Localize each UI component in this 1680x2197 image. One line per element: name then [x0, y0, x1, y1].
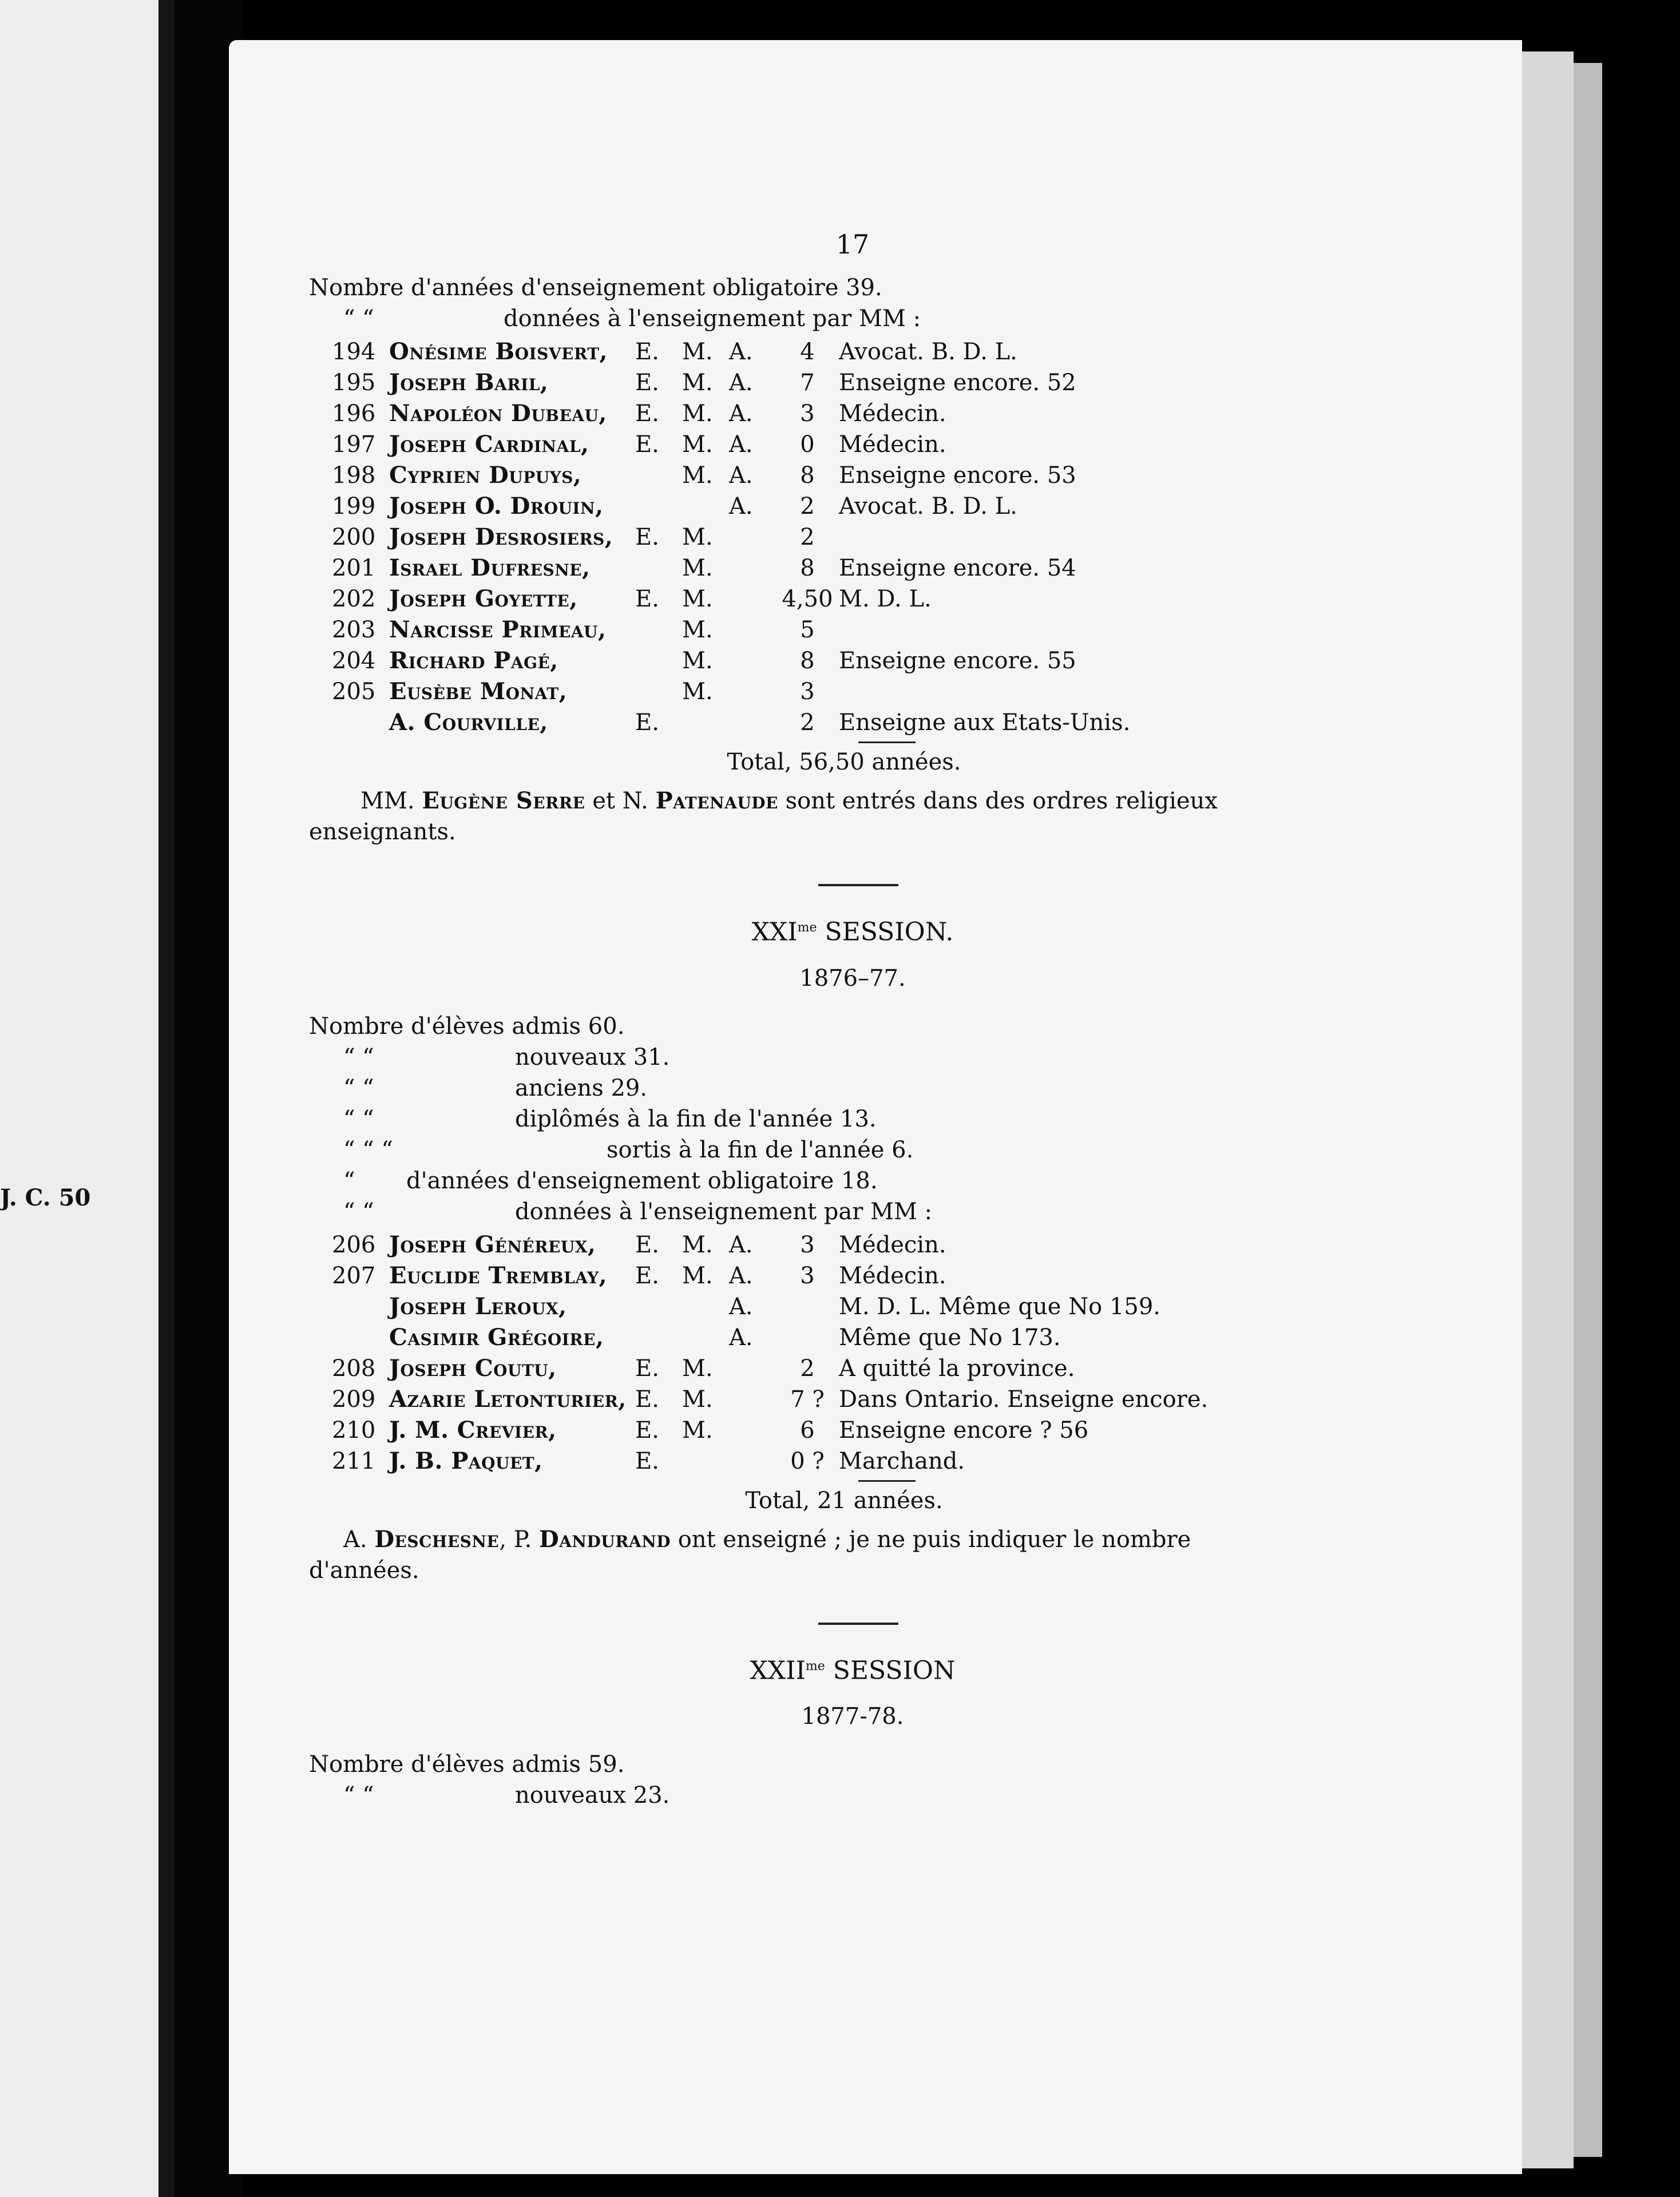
- cell-c3: [729, 707, 776, 738]
- cell-note: [839, 614, 1130, 645]
- cell-num: 194: [332, 339, 376, 365]
- cell-c1: [635, 676, 682, 707]
- cell-yrs: 3: [800, 1262, 815, 1289]
- cell-note: Enseigne encore. 53: [839, 462, 1076, 489]
- cell-c1: E.: [635, 1417, 659, 1443]
- cell-name: Richard Pagé,: [389, 647, 558, 674]
- cell-note: Enseigne encore. 55: [839, 648, 1076, 674]
- cell-name: Joseph Généreux,: [389, 1231, 596, 1258]
- cell-c3: A.: [729, 370, 753, 396]
- cell-note: Médecin.: [839, 400, 946, 427]
- cell-yrs: 8: [800, 648, 815, 674]
- cell-name: Joseph Desrosiers,: [389, 524, 613, 550]
- cell-name: J. M. Crevier,: [389, 1416, 557, 1443]
- cell-note: Même que No 173.: [839, 1324, 1061, 1351]
- cell-yrs: 2: [800, 524, 815, 550]
- text-line: “ “ nouveaux 31.: [343, 1044, 670, 1070]
- table-row: [332, 1322, 1208, 1353]
- table-row: [332, 1291, 1208, 1322]
- cell-note: M. D. L.: [839, 586, 932, 612]
- page-edge: [1522, 51, 1574, 2168]
- cell-num: [332, 1322, 389, 1353]
- cell-num: 206: [332, 1231, 376, 1258]
- table-row: [332, 460, 1130, 491]
- cell-c2: M.: [682, 524, 713, 550]
- cell-c3: [729, 553, 776, 584]
- cell-c3: [729, 676, 776, 707]
- facing-page: [0, 0, 175, 2197]
- cell-c3: [729, 1353, 776, 1384]
- cell-note: Enseigne encore. 52: [839, 370, 1076, 396]
- cell-name: Onésime Boisvert,: [389, 338, 608, 365]
- page-edge-back: [1574, 63, 1602, 2157]
- table-row: [332, 676, 1130, 707]
- cell-name: A. Courville,: [389, 709, 548, 736]
- cell-note: Médecin.: [839, 1262, 946, 1289]
- cell-c2: M.: [682, 555, 713, 581]
- cell-c1: E.: [635, 1355, 659, 1382]
- cell-c2: [682, 1322, 729, 1353]
- cell-yrs: 4,50: [782, 586, 833, 612]
- cell-yrs: 3: [800, 400, 815, 427]
- cell-num: [332, 707, 389, 738]
- cell-yrs: 7 ?: [790, 1386, 825, 1413]
- cell-note: Médecin.: [839, 431, 946, 458]
- cell-yrs: 2: [800, 1355, 815, 1382]
- cell-c3: A.: [729, 1262, 753, 1289]
- cell-c3: [729, 522, 776, 553]
- cell-yrs: 7: [800, 370, 815, 396]
- cell-c2: M.: [682, 617, 713, 643]
- session-year: 1877-78.: [801, 1703, 904, 1730]
- table-row: [332, 614, 1130, 645]
- cell-num: [332, 1291, 389, 1322]
- cell-yrs: 0: [800, 431, 815, 458]
- cell-c1: E.: [635, 1386, 659, 1413]
- cell-note: Dans Ontario. Enseigne encore.: [839, 1386, 1209, 1413]
- cell-name: Napoléon Dubeau,: [389, 400, 607, 427]
- cell-c2: M.: [682, 1231, 713, 1258]
- cell-num: 204: [332, 648, 376, 674]
- cell-yrs: 3: [800, 679, 815, 705]
- cell-num: 211: [332, 1448, 376, 1474]
- cell-c1: E.: [635, 400, 659, 427]
- cell-c2: M.: [682, 1417, 713, 1443]
- cell-yrs: 8: [800, 462, 815, 489]
- cell-c3: [729, 1384, 776, 1415]
- cell-yrs: [776, 1291, 839, 1322]
- cell-yrs: [776, 1322, 839, 1353]
- session-title: $XXII^{me}$ SESSION: [750, 1656, 956, 1686]
- table-row: [332, 367, 1130, 398]
- table-row: [332, 584, 1130, 614]
- cell-c2: [682, 707, 729, 738]
- cell-c1: [635, 491, 682, 522]
- cell-yrs: 2: [800, 709, 815, 736]
- cell-c1: E.: [635, 524, 659, 550]
- cell-name: Eusèbe Monat,: [389, 678, 568, 705]
- text-line: Nombre d'élèves admis 60.: [309, 1013, 625, 1040]
- text-line: “ “ diplômés à la fin de l'année 13.: [343, 1105, 877, 1132]
- total-rule: [858, 1480, 916, 1482]
- cell-c3: [729, 614, 776, 645]
- table-row: [332, 522, 1130, 553]
- cell-c1: [635, 614, 682, 645]
- cell-note: Enseigne aux Etats-Unis.: [839, 709, 1131, 736]
- roster-table-2: [332, 1230, 1208, 1477]
- cell-note: Avocat. B. D. L.: [839, 493, 1017, 519]
- table-row: [332, 1446, 1208, 1477]
- cell-note: Enseigne encore. 54: [839, 555, 1076, 581]
- cell-c2: M.: [682, 586, 713, 612]
- session-title: $XXI^{me}$ SESSION.: [751, 917, 954, 947]
- cell-name: Euclide Tremblay,: [389, 1262, 607, 1289]
- text-line: Nombre d'années d'enseignement obligatoire 39.: [309, 275, 882, 301]
- cell-c2: M.: [682, 648, 713, 674]
- cell-c1: [635, 645, 682, 676]
- cell-name: Azarie Letonturier,: [389, 1385, 627, 1413]
- cell-c2: [682, 491, 729, 522]
- cell-num: 200: [332, 524, 376, 550]
- cell-c1: E.: [635, 431, 659, 458]
- cell-c3: A.: [729, 462, 753, 489]
- session-year: 1876–77.: [799, 965, 906, 992]
- cell-name: Narcisse Primeau,: [389, 616, 607, 643]
- cell-c2: M.: [682, 431, 713, 458]
- cell-c2: M.: [682, 679, 713, 705]
- text-line: “ “ nouveaux 23.: [343, 1782, 670, 1809]
- cell-c2: M.: [682, 400, 713, 427]
- cell-c1: E.: [635, 339, 659, 365]
- cell-note: Avocat. B. D. L.: [839, 339, 1017, 365]
- table-row: [332, 491, 1130, 522]
- cell-c2: M.: [682, 339, 713, 365]
- cell-name: Joseph Cardinal,: [389, 431, 589, 458]
- cell-note: Marchand.: [839, 1448, 965, 1474]
- cell-c1: E.: [635, 1262, 659, 1289]
- cell-c2: [682, 1291, 729, 1322]
- cell-c2: [682, 1446, 729, 1477]
- cell-yrs: 5: [800, 617, 815, 643]
- total-line: Total, 56,50 années.: [727, 749, 961, 775]
- cell-c3: [729, 645, 776, 676]
- note-paragraph: MM. Eugène Serre et N. Patenaude sont entrés dans des ordres religieux enseignants.: [309, 787, 1218, 845]
- total-line: Total, 21 années.: [745, 1487, 943, 1514]
- total-rule: [858, 741, 916, 743]
- cell-c1: E.: [635, 1448, 659, 1474]
- table-row: [332, 645, 1130, 676]
- section-separator: [818, 1623, 898, 1625]
- cell-name: Israel Dufresne,: [389, 554, 591, 581]
- cell-num: 210: [332, 1417, 376, 1443]
- cell-c1: [635, 1322, 682, 1353]
- cell-c2: M.: [682, 1355, 713, 1382]
- cell-c3: A.: [729, 339, 753, 365]
- cell-c3: A.: [729, 1231, 753, 1258]
- table-row: [332, 553, 1130, 584]
- cell-note: M. D. L. Même que No 159.: [839, 1293, 1161, 1320]
- cell-c1: E.: [635, 709, 659, 736]
- text-line: “ d'années d'enseignement obligatoire 18.: [343, 1167, 878, 1194]
- cell-num: 203: [332, 617, 376, 643]
- table-row: [332, 1230, 1208, 1260]
- cell-yrs: 6: [800, 1417, 815, 1443]
- cell-c3: [729, 1446, 776, 1477]
- text-line: “ “ anciens 29.: [343, 1074, 648, 1101]
- cell-note: Médecin.: [839, 1231, 946, 1258]
- cell-num: 207: [332, 1262, 376, 1289]
- cell-num: 209: [332, 1386, 376, 1413]
- cell-name: Joseph Leroux,: [389, 1292, 567, 1320]
- cell-num: 201: [332, 555, 376, 581]
- table-row: [332, 398, 1130, 429]
- cell-name: Joseph O. Drouin,: [389, 493, 604, 519]
- cell-c1: [635, 1291, 682, 1322]
- cell-note: A quitté la province.: [839, 1355, 1075, 1382]
- cell-note: [839, 522, 1130, 553]
- cell-name: Cyprien Dupuys,: [389, 462, 582, 489]
- cell-num: 195: [332, 370, 376, 396]
- cell-note: Enseigne encore ? 56: [839, 1417, 1089, 1443]
- cell-c3: A.: [729, 1324, 753, 1351]
- cell-num: 205: [332, 679, 376, 705]
- cell-name: Joseph Coutu,: [389, 1354, 557, 1382]
- text-line: Nombre d'élèves admis 59.: [309, 1751, 625, 1778]
- cell-c2: M.: [682, 1386, 713, 1413]
- cell-num: 208: [332, 1355, 376, 1382]
- block1-header-lines: [309, 272, 1270, 334]
- table-row: [332, 336, 1130, 367]
- table-row: [332, 1353, 1208, 1384]
- table-row: [332, 1415, 1208, 1446]
- cell-num: 197: [332, 431, 376, 458]
- cell-c2: M.: [682, 1262, 713, 1289]
- facing-page-fragment: J. C. 50: [0, 1184, 91, 1211]
- table-row: [332, 1384, 1208, 1415]
- roster-table-1: [332, 336, 1130, 738]
- page-content: [309, 229, 1270, 1811]
- text-line: “ “ données à l'enseignement par MM :: [343, 1198, 933, 1225]
- cell-c3: A.: [729, 400, 753, 427]
- cell-name: Joseph Baril,: [389, 369, 549, 396]
- cell-yrs: 4: [800, 339, 815, 365]
- table-row: [332, 1260, 1208, 1291]
- cell-c3: A.: [729, 1293, 753, 1320]
- cell-c3: A.: [729, 493, 753, 519]
- cell-num: 198: [332, 462, 376, 489]
- session21-lines: [309, 1011, 1270, 1227]
- cell-c1: [635, 460, 682, 491]
- cell-yrs: 3: [800, 1231, 815, 1258]
- section-separator: [818, 884, 898, 886]
- cell-name: Casimir Grégoire,: [389, 1323, 604, 1351]
- cell-note: [839, 676, 1130, 707]
- note-paragraph: A. Deschesne, P. Dandurand ont enseigné ; je ne puis indiquer le nombre d'années.: [309, 1525, 1191, 1584]
- cell-yrs: 0 ?: [790, 1448, 825, 1474]
- cell-c1: E.: [635, 586, 659, 612]
- cell-c1: E.: [635, 370, 659, 396]
- cell-c2: M.: [682, 370, 713, 396]
- cell-name: J. B. Paquet,: [389, 1447, 543, 1474]
- cell-num: 202: [332, 586, 376, 612]
- cell-yrs: 2: [800, 493, 815, 519]
- cell-name: Joseph Goyette,: [389, 585, 578, 612]
- cell-c3: A.: [729, 431, 753, 458]
- text-line: “ “ “ sortis à la fin de l'année 6.: [343, 1136, 914, 1163]
- cell-c1: E.: [635, 1231, 659, 1258]
- table-row: [332, 707, 1130, 738]
- cell-c2: M.: [682, 462, 713, 489]
- cell-c1: [635, 553, 682, 584]
- table-row: [332, 429, 1130, 460]
- cell-c3: [729, 584, 776, 614]
- cell-num: 196: [332, 400, 376, 427]
- cell-c3: [729, 1415, 776, 1446]
- page-number: 17: [835, 229, 870, 260]
- cell-num: 199: [332, 493, 376, 519]
- cell-yrs: 8: [800, 555, 815, 581]
- session22-lines: [309, 1749, 1270, 1811]
- text-line: “ “ données à l'enseignement par MM :: [343, 306, 921, 332]
